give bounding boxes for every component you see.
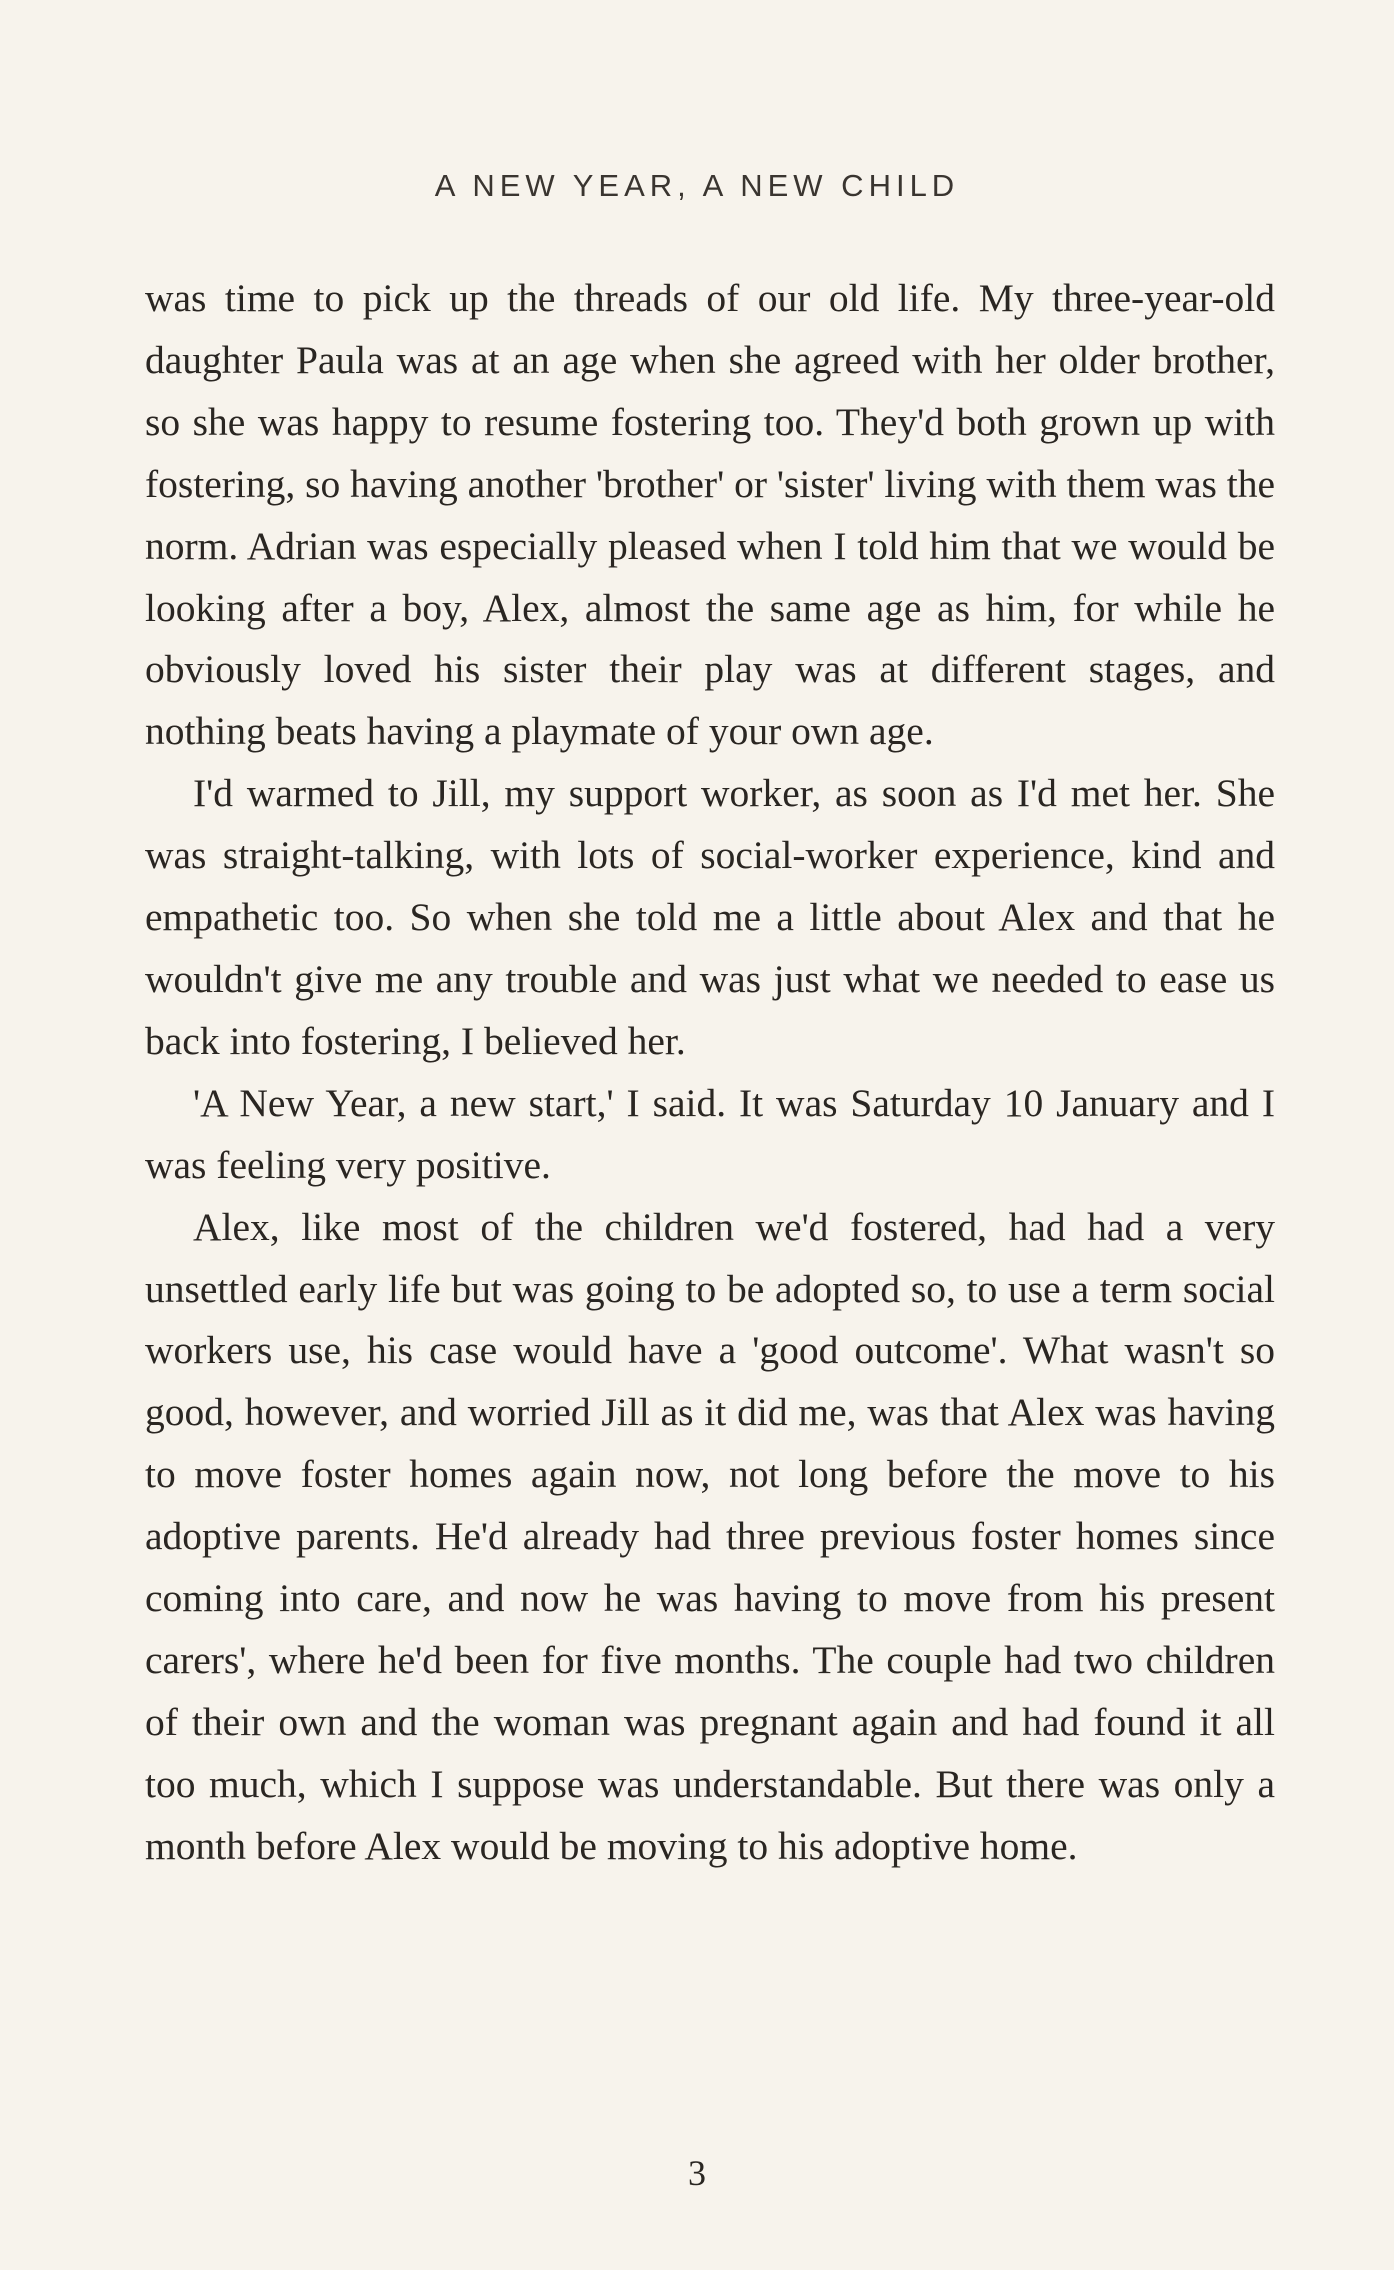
paragraph: was time to pick up the threads of our old life. My three-year-old daughter Paula was at an age when she agreed with her older brother, so she was happy to resume fostering too. They'd both grown up with fostering, so having another 'brother' or 'sister' living with them was the norm. Adrian was especially pleased when I told him that we would be looking after a boy, Alex, almost the same age as him, for while he obviously loved his sister their play was at different stages, and nothing beats having a playmate of your own age. — [145, 276, 1275, 754]
page-number: 3 — [688, 2153, 706, 2193]
running-head: A NEW YEAR, A NEW CHILD — [434, 168, 960, 203]
paragraph: Alex, like most of the children we'd fostered, had had a very unsettled early life but was going to be adopted so, to use a term social workers use, his case would have a 'good outcome'. What wasn't so good, however, and worried Jill as it did me, was that Alex was having to move foster homes again now, not long before the move to his adoptive parents. He'd already had three previous foster homes since coming into care, and now he was having to move from his present carers', where he'd been for five months. The couple had two children of their own and the woman was pregnant again and had found it all too much, which I suppose was understandable. But there was only a month before Alex would be moving to his adoptive home. — [145, 1204, 1275, 1868]
body-text — [145, 268, 1275, 1878]
paragraph: I'd warmed to Jill, my support worker, as soon as I'd met her. She was straight-talking, with lots of social-worker experience, kind and empathetic too. So when she told me a little about Alex and that he wouldn't give me any trouble and was just what we needed to ease us back into fostering, I believed her. — [145, 771, 1275, 1063]
paragraph: 'A New Year, a new start,' I said. It was Saturday 10 January and I was feeling very positive. — [145, 1080, 1275, 1187]
